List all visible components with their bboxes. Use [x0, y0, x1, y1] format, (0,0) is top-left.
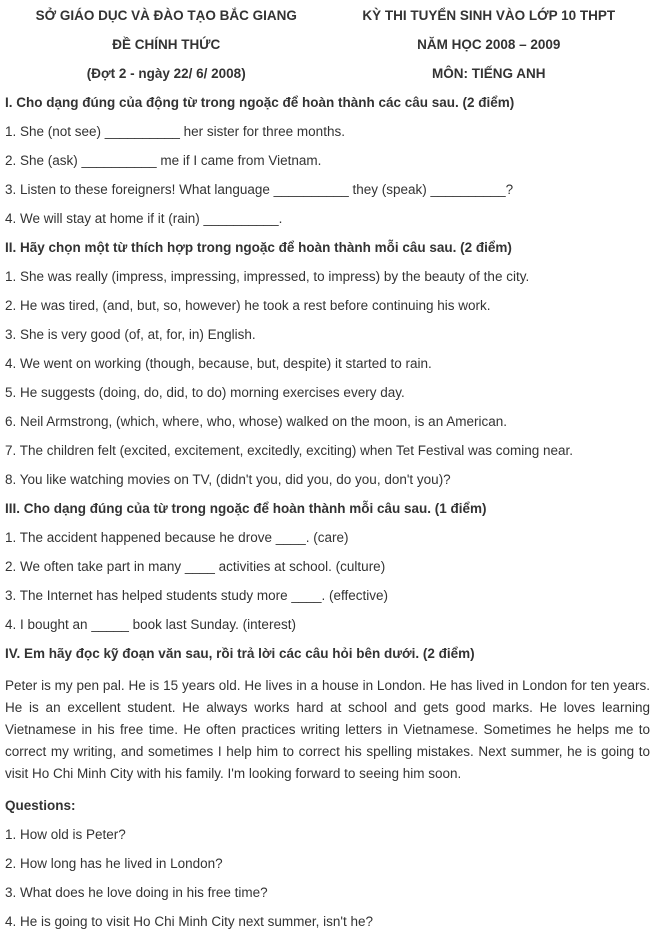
exercise-item: 3. The Internet has helped students study more ____. (effective) — [5, 588, 388, 603]
exercise-item: 3. She is very good (of, at, for, in) English. — [5, 327, 256, 342]
exercise-item: 4. I bought an _____ book last Sunday. (interest) — [5, 617, 296, 632]
section-3 — [5, 501, 650, 633]
exercise-item: 1. She (not see) __________ her sister for three months. — [5, 124, 345, 139]
exercise-item: 2. We often take part in many ____ activities at school. (culture) — [5, 559, 386, 574]
header-date: (Đợt 2 - ngày 22/ 6/ 2008) — [86, 66, 246, 81]
header-right-column — [328, 8, 651, 95]
header-exam-title: KỲ THI TUYỂN SINH VÀO LỚP 10 THPT — [362, 8, 616, 23]
exercise-item: 2. He was tired, (and, but, so, however) he took a rest before continuing his work. — [5, 298, 491, 313]
reading-passage: Peter is my pen pal. He is 15 years old. He lives in a house in London. He has lived in London for ten years. He is an excellent student. He always works hard at school and gets good marks. He loves learning Vietnamese in his free time. He often practices writing letters in Vietnamese. Sometimes he helps me to correct my writing, and sometimes I help him to correct his spelling mistakes. Next summer, he is going to visit Ho Chi Minh City with his family. I'm looking forward to seeing him soon. — [5, 678, 650, 781]
questions-label: Questions: — [5, 798, 76, 813]
header-left-column — [5, 8, 328, 95]
section-2-title: II. Hãy chọn một từ thích hợp trong ngoặc để hoàn thành mỗi câu sau. (2 điểm) — [5, 240, 512, 255]
exercise-item: 2. She (ask) __________ me if I came from Vietnam. — [5, 153, 322, 168]
exercise-item: 4. We went on working (though, because, but, despite) it started to rain. — [5, 356, 432, 371]
exercise-item: 6. Neil Armstrong, (which, where, who, whose) walked on the moon, is an American. — [5, 414, 507, 429]
section-1 — [5, 95, 650, 227]
exercise-item: 3. Listen to these foreigners! What language __________ they (speak) __________? — [5, 182, 514, 197]
exercise-item: 1. The accident happened because he drove ____. (care) — [5, 530, 349, 545]
section-1-title: I. Cho dạng đúng của động từ trong ngoặc để hoàn thành các câu sau. (2 điểm) — [5, 95, 515, 110]
question-item: 4. He is going to visit Ho Chi Minh City next summer, isn't he? — [5, 914, 373, 929]
document-header — [5, 8, 650, 95]
exercise-item: 4. We will stay at home if it (rain) __________. — [5, 211, 283, 226]
exercise-item: 8. You like watching movies on TV, (didn't you, did you, do you, don't you)? — [5, 472, 451, 487]
question-item: 2. How long has he lived in London? — [5, 856, 223, 871]
question-item: 3. What does he love doing in his free time? — [5, 885, 268, 900]
exercise-item: 7. The children felt (excited, excitement, excitedly, exciting) when Tet Festival was coming near. — [5, 443, 574, 458]
section-4-title: IV. Em hãy đọc kỹ đoạn văn sau, rồi trả lời các câu hỏi bên dưới. (2 điểm) — [5, 646, 475, 661]
section-2 — [5, 240, 650, 488]
section-3-title: III. Cho dạng đúng của từ trong ngoặc để hoàn thành mỗi câu sau. (1 điểm) — [5, 501, 487, 516]
section-4 — [5, 646, 650, 930]
exercise-item: 1. She was really (impress, impressing, impressed, to impress) by the beauty of the city. — [5, 269, 530, 284]
header-school-year: NĂM HỌC 2008 – 2009 — [417, 37, 561, 52]
question-item: 1. How old is Peter? — [5, 827, 126, 842]
header-official-label: ĐỀ CHÍNH THỨC — [112, 37, 221, 52]
header-subject: MÔN: TIẾNG ANH — [432, 66, 546, 81]
exercise-item: 5. He suggests (doing, do, did, to do) morning exercises every day. — [5, 385, 405, 400]
header-department: SỞ GIÁO DỤC VÀ ĐÀO TẠO BẮC GIANG — [35, 8, 297, 23]
